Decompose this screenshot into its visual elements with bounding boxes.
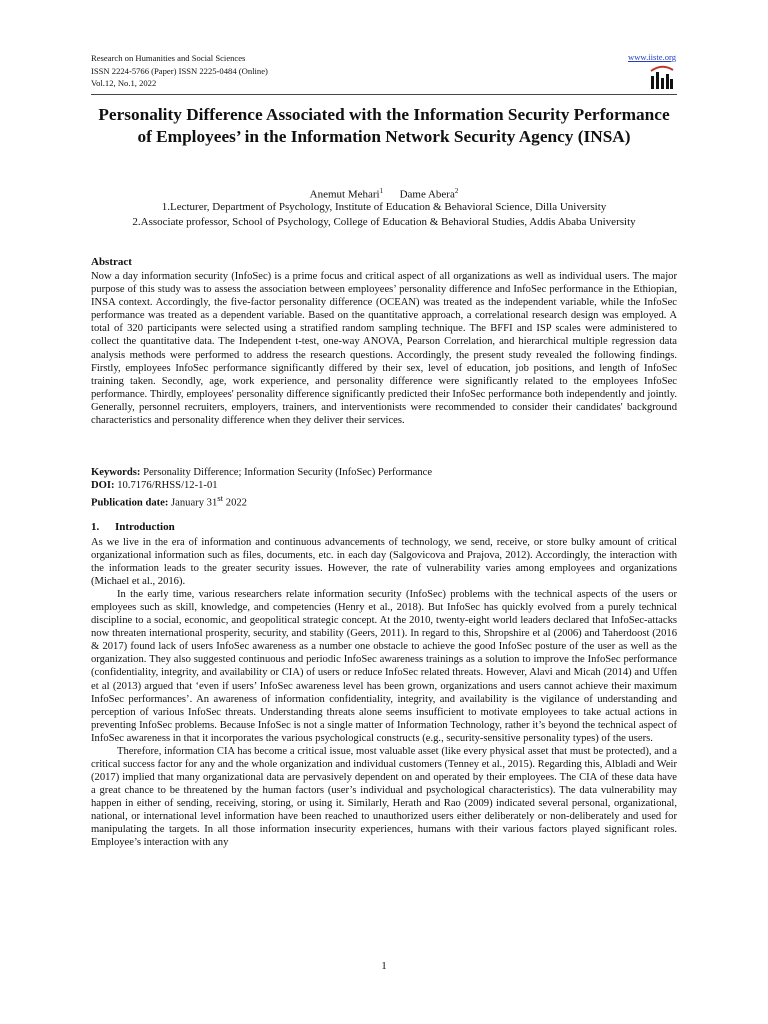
publication-date-suffix: st [217,493,224,504]
journal-issn: ISSN 2224-5766 (Paper) ISSN 2225-0484 (Online) [91,65,268,76]
journal-header [91,52,268,90]
section-heading [91,521,175,533]
header-divider [91,94,677,95]
paper-metadata [91,466,677,510]
section-title: Introduction [115,521,175,533]
author-affiliation-mark: 1 [379,187,384,195]
abstract-text: Now a day information security (InfoSec) is a prime focus and critical aspect of all organizations as well as individual users. The major purpose of this study was to assess the association between employees’ personality difference and InfoSec performance in the Ethiopian, INSA context. Accordingly, the five-factor personality difference (OCEAN) was treated as the independent variable, while the InfoSec performance was treated as a dependent variable. Based on the quantitative approach, a correlational research design was employed. A total of 320 participants were selected using a stratified random sampling technique. The BFFI and ISP scales were administered to collect the quantitative data. The Independent t-test, one-way ANOVA, Pearson Correlation, and hierarchical multiple regression data analysis methods were performed to address the research questions. Accordingly, the present study revealed the following findings. Firstly, employees InfoSec performance significantly differed by their sex, level of education, job positions, and length of InfoSec training taken. Secondly, age, work experience, and personality difference were significantly related to the employees InfoSec performance. Thirdly, employees' personality difference significantly predicted their InfoSec performance both independently and jointly. Generally, personnel recruiters, employers, trainers, and interventionists were recommended to consider their candidates' background characteristics and personality difference when they deliver their services. [91,271,677,427]
section-number: 1. [91,521,100,533]
publication-date-line [91,492,677,510]
publication-year: 2022 [223,497,247,509]
journal-name: Research on Humanities and Social Sciences [91,53,246,63]
affiliation-2: 2.Associate professor, School of Psychology, College of Education & Behavioral Studies, Addis Ababa University [132,216,636,228]
paper-title: Personality Difference Associated with the Information Security Performance of Employees’ in the Information Network Security Agency (INSA) [98,105,670,146]
journal-volume: Vol.12, No.1, 2022 [91,78,157,88]
journal-url-link[interactable]: www.iiste.org [628,52,676,62]
body-paragraph: As we live in the era of information and continuous advancements of technology, we send, receive, or store bulky amount of critical organizational information such as files, documents, etc. in each day (Salgovicova and Prajova, 2012). Accordingly, the interaction with the information leads to the greater security issues. However, the rate of vulnerability varies among employees and organizations (Michael et al., 2016). [91,537,677,588]
abstract-heading: Abstract [91,256,132,268]
page-number: 1 [381,960,387,972]
author-name: Dame Abera [399,188,455,201]
doi-label: DOI: [91,480,115,492]
section-body [91,536,677,849]
publication-date-label: Publication date: [91,497,169,509]
affiliations [91,200,677,230]
author-name: Anemut Mehari [309,188,380,201]
doi-value: 10.7176/RHSS/12-1-01 [114,480,218,492]
affiliation-1: 1.Lecturer, Department of Psychology, Institute of Education & Behavioral Science, Dilla University [161,201,607,213]
keywords-label: Keywords: [91,467,141,478]
author-affiliation-mark: 2 [454,187,459,195]
keywords-line [91,466,677,479]
doi-line [91,479,677,492]
keywords-value: Personality Difference; Information Security (InfoSec) Performance [140,467,433,478]
body-paragraph: Therefore, information CIA has become a critical issue, most valuable asset (like every physical asset that must be protected), and a critical success factor for any and the whole organization and individual customers (Tenney et al., 2015). Regarding this, Albladi and Weir (2017) implied that many organizational data are pervasively dependent on and operated by their employees. The CIA of these data have a great chance to be threatened by the human factors (user’s individual and psychological characteristics). The data vulnerability may happen in either of sending, receiving, storing, or using it. Similarly, Herath and Rao (2009) indicated several personal, organizational, national, or international level information have been reached to unauthorized users either deliberately or non-deliberately and used for manipulating the targets. In all those information insecurity experiences, humans with their various factors played significant roles. Employee’s interaction with any [91,745,677,849]
body-paragraph: In the early time, various researchers relate information security (InfoSec) problems with the technical aspects of the users or employees such as skill, knowledge, and competencies (Henry et al., 2018). But InfoSec has quickly evolved from a purely technical discipline to a social, economic, and geopolitical strategic concept. At the 2010, twenty-eight world leaders declared that InfoSec-attacks now threaten international prosperity, security, and stability (Geers, 2011). In regard to this, Shropshire et al (2006) and Taherdoost (2016 & 2017) found lack of users InfoSec awareness as a number one obstacle to achieve the good InfoSec posture of the user as well as the organization. They also suggested continuous and periodic InfoSec awareness trainings as a solution to improve the InfoSec performance (confidentiality, integrity, and availability or CIA) of users or reduce InfoSec related threats. However, Alavi and Micah (2014) and Uffen et al (2013) argued that ‘even if users’ InfoSec awareness level has been grown, organizations and users cannot achieve their maximum InfoSec performances’. An awareness of information confidentiality, integrity, and availability is the vigilance of understanding and perception of various InfoSec threats. Understanding threats alone seems insufficient to motivate employees to take actual actions in preventing InfoSec problems. Because InfoSec is not a single matter of Information Technology, rather it’s beyond the technical aspect of InfoSec awareness in that it incorporates the various psychological constructs (e.g., security-sensitive personality types) of the users. [91,589,677,744]
publication-date-value: January 31 [168,497,218,509]
iiste-logo-icon [649,64,675,90]
